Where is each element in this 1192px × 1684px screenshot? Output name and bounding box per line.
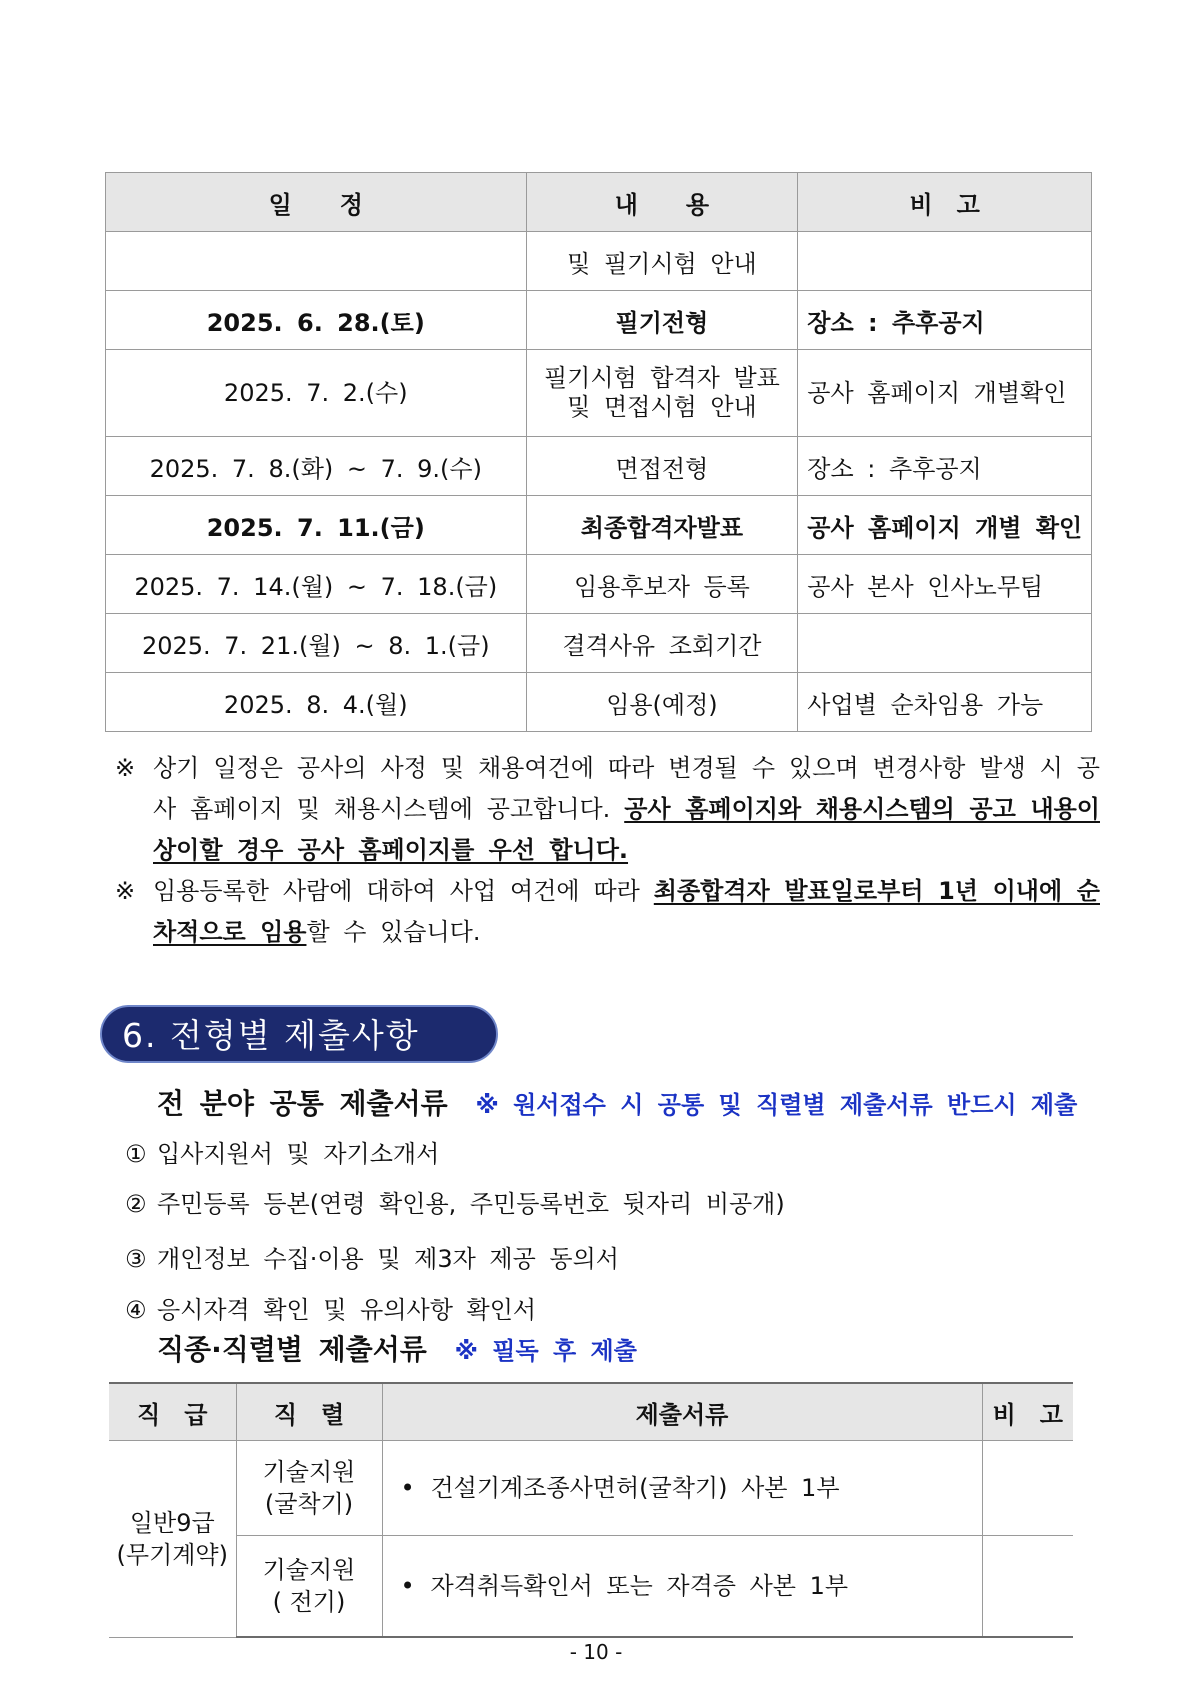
item-text: 개인정보 수집·이용 및 제3자 제공 동의서 (157, 1245, 619, 1273)
table-row (109, 1441, 1073, 1536)
schedule-content: 필기전형 (526, 291, 798, 350)
table-row (106, 232, 1092, 291)
series-cell (236, 1441, 382, 1536)
schedule-content-line: 및 면접시험 안내 (567, 393, 757, 421)
schedule-note: 공사 홈페이지 개별확인 (798, 350, 1092, 437)
list-item (125, 1290, 536, 1325)
specific-docs-remark: ※ 필독 후 제출 (454, 1337, 637, 1365)
table-row (106, 350, 1092, 437)
common-docs-remark: ※ 원서접수 시 공통 및 직렬별 제출서류 반드시 제출 (475, 1091, 1078, 1119)
series-line: ( 전기) (272, 1588, 346, 1616)
grade-line: 일반9급 (129, 1508, 215, 1537)
schedule-date (106, 232, 527, 291)
note-item (115, 748, 1100, 871)
remark-cell (982, 1536, 1073, 1638)
note-emphasis: 공사 홈페이지와 채용시스템의 공고 내용이 상이할 경우 공사 홈페이지를 우선 합니다. (153, 795, 1100, 864)
schedule-table (105, 172, 1092, 732)
table-row (106, 673, 1092, 732)
section-title: 6. 전형별 제출사항 (100, 1005, 498, 1063)
table-row (106, 496, 1092, 555)
item-text: 응시자격 확인 및 유의사항 확인서 (157, 1296, 537, 1324)
schedule-note: 장소 : 추후공지 (798, 291, 1092, 350)
item-number: ① (125, 1140, 147, 1168)
common-docs-heading (157, 1082, 1077, 1122)
docs-table (109, 1382, 1073, 1638)
header-series: 직 렬 (236, 1383, 382, 1441)
schedule-note: 장소 : 추후공지 (798, 437, 1092, 496)
header-note: 비 고 (798, 173, 1092, 232)
schedule-note: 공사 홈페이지 개별 확인 (798, 496, 1092, 555)
remark-cell (982, 1441, 1073, 1536)
header-remarks: 비 고 (982, 1383, 1073, 1441)
item-number: ④ (125, 1296, 147, 1324)
list-item (125, 1134, 439, 1169)
common-docs-title: 전 분야 공통 제출서류 (157, 1087, 448, 1120)
note-emphasis: 최종합격자 발표일로부터 1년 이내에 순차적으로 임용 (153, 877, 1100, 946)
schedule-date: 2025. 7. 21.(월) ~ 8. 1.(금) (106, 614, 527, 673)
item-number: ② (125, 1190, 147, 1218)
schedule-date: 2025. 6. 28.(토) (106, 291, 527, 350)
table-row (109, 1536, 1073, 1638)
document-text: 자격취득확인서 또는 자격증 사본 1부 (430, 1572, 849, 1600)
schedule-content: 최종합격자발표 (526, 496, 798, 555)
list-item (125, 1184, 785, 1219)
item-text: 입사지원서 및 자기소개서 (157, 1140, 440, 1168)
schedule-date: 2025. 7. 14.(월) ~ 7. 18.(금) (106, 555, 527, 614)
page-number: - 10 - (569, 1640, 623, 1664)
series-cell (236, 1536, 382, 1638)
item-number: ③ (125, 1245, 147, 1273)
docs-header-row (109, 1383, 1073, 1441)
note-item (115, 871, 1100, 953)
schedule-note (798, 232, 1092, 291)
note-text: 상기 일정은 공사의 사정 및 채용여건에 따라 변경될 수 있으며 변경사항 발생 시 공사 홈페이지 및 채용시스템에 공고합니다. (153, 754, 1100, 823)
header-date: 일 정 (106, 173, 527, 232)
header-grade: 직 급 (109, 1383, 236, 1441)
document-cell (382, 1441, 982, 1536)
grade-line: (무기계약) (116, 1540, 228, 1569)
schedule-note: 공사 본사 인사노무팀 (798, 555, 1092, 614)
schedule-content: 결격사유 조회기간 (526, 614, 798, 673)
reference-mark: ※ (115, 877, 136, 905)
schedule-note (798, 614, 1092, 673)
schedule-content (526, 350, 798, 437)
header-content: 내 용 (526, 173, 798, 232)
schedule-note: 사업별 순차임용 가능 (798, 673, 1092, 732)
reference-mark: ※ (115, 754, 136, 782)
schedule-date: 2025. 7. 2.(수) (106, 350, 527, 437)
schedule-content-line: 필기시험 합격자 발표 (543, 364, 780, 392)
series-line: 기술지원 (262, 1556, 356, 1584)
item-text: 주민등록 등본(연령 확인용, 주민등록번호 뒷자리 비공개) (157, 1190, 785, 1218)
note-text: 임용등록한 사람에 대하여 사업 여건에 따라 (153, 877, 640, 905)
bullet-icon: • (400, 1474, 415, 1502)
schedule-date: 2025. 7. 11.(금) (106, 496, 527, 555)
schedule-content: 및 필기시험 안내 (526, 232, 798, 291)
specific-docs-heading (157, 1328, 637, 1368)
header-documents: 제출서류 (382, 1383, 982, 1441)
table-row (106, 555, 1092, 614)
table-row (106, 614, 1092, 673)
table-row (106, 291, 1092, 350)
schedule-notes (115, 748, 1100, 953)
note-text-end: 할 수 있습니다. (306, 918, 481, 946)
document-cell (382, 1536, 982, 1638)
grade-cell (109, 1441, 236, 1638)
specific-docs-title: 직종·직렬별 제출서류 (157, 1333, 427, 1366)
schedule-date: 2025. 8. 4.(월) (106, 673, 527, 732)
series-line: (굴착기) (264, 1490, 354, 1518)
list-item (125, 1239, 619, 1274)
bullet-icon: • (400, 1572, 415, 1600)
schedule-date: 2025. 7. 8.(화) ~ 7. 9.(수) (106, 437, 527, 496)
schedule-content: 임용(예정) (526, 673, 798, 732)
series-line: 기술지원 (262, 1458, 356, 1486)
table-row (106, 437, 1092, 496)
schedule-content: 면접전형 (526, 437, 798, 496)
schedule-content: 임용후보자 등록 (526, 555, 798, 614)
schedule-header-row (106, 173, 1092, 232)
document-text: 건설기계조종사면허(굴착기) 사본 1부 (430, 1474, 840, 1502)
